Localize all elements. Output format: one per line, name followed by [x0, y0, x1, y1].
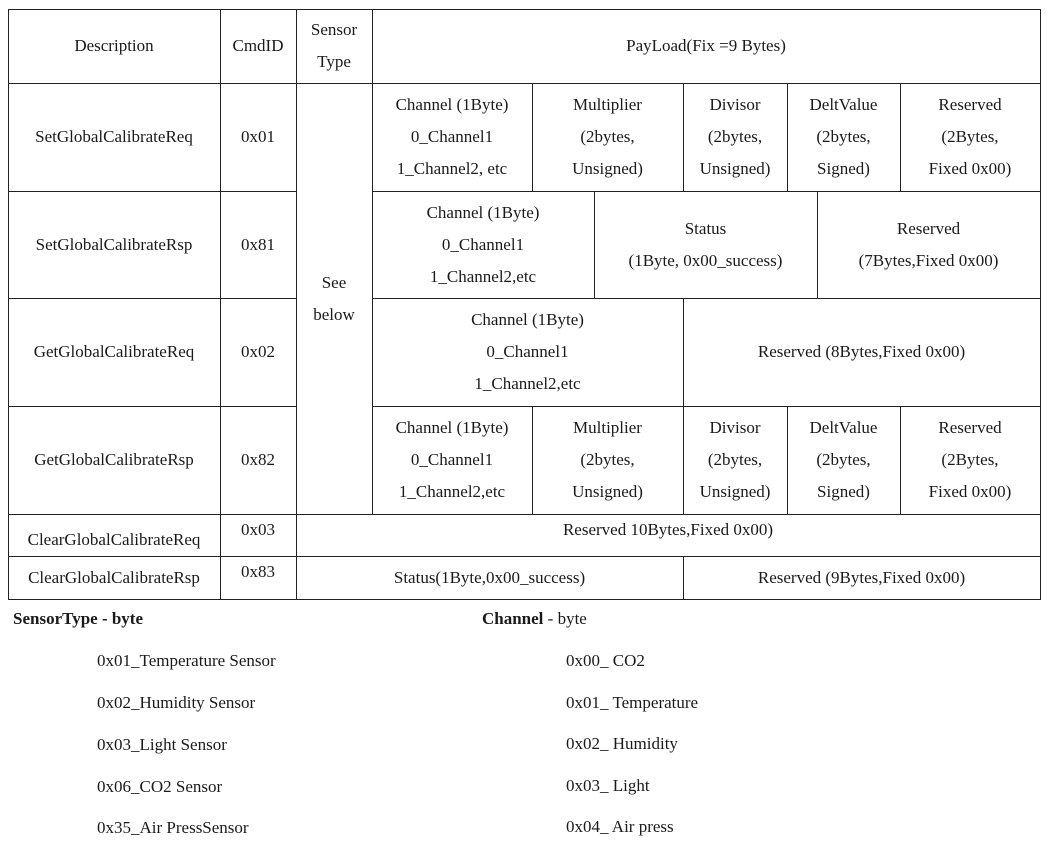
list-item: 0x02_ Humidity	[566, 734, 678, 753]
payload-line: (1Byte, 0x00_success)	[628, 250, 783, 270]
table-border	[8, 599, 1041, 600]
list-item: 0x35_Air PressSensor	[97, 818, 249, 837]
table-row-cmdid	[220, 514, 296, 556]
payload-line: Channel (1Byte)	[426, 202, 540, 222]
see-below-line1: See	[321, 272, 347, 292]
row-cmd-label: 0x81	[241, 234, 275, 254]
payload-line: Channel (1Byte)	[395, 418, 509, 437]
payload-cell-reserved	[683, 298, 1040, 406]
table-row-cmdid	[220, 191, 296, 298]
payload-line: 1_Channel2, etc	[396, 159, 508, 178]
payload-line: 1_Channel2,etc	[429, 266, 537, 286]
payload-line: 1_Channel2,etc	[474, 374, 581, 393]
sensor-type-title: SensorType - byte	[13, 609, 144, 628]
payload-cell-multiplier	[532, 83, 683, 191]
payload-cell-channel	[372, 298, 683, 406]
payload-line: Reserved	[896, 218, 961, 238]
payload-line: Reserved	[938, 95, 1002, 114]
payload-cell-reserved	[900, 83, 1040, 191]
payload-line: (2bytes,	[816, 450, 871, 469]
row-desc-label: ClearGlobalCalibrateReq	[27, 530, 201, 549]
payload-line: Unsigned)	[699, 159, 771, 178]
channel-title-bold: Channel	[482, 609, 544, 628]
header-cmdid	[220, 9, 296, 83]
payload-line: 0_Channel1	[486, 342, 569, 361]
payload-cell-reserved	[900, 406, 1040, 514]
header-description	[8, 9, 220, 83]
list-item: 0x00_ CO2	[566, 651, 645, 670]
payload-line: DeltValue	[809, 418, 878, 437]
payload-line: (2Bytes,	[941, 450, 999, 469]
header-sensor-type-line2: Type	[317, 52, 351, 71]
payload-line: Unsigned)	[572, 159, 643, 178]
payload-cell-deltvalue	[787, 83, 900, 191]
payload-cell-reserved	[296, 514, 1040, 556]
header-sensor-type-line1: Sensor	[310, 20, 358, 39]
payload-line: Signed)	[817, 482, 870, 501]
payload-line: Multiplier	[573, 418, 642, 437]
payload-cell-reserved	[817, 191, 1040, 298]
payload-cell-status	[594, 191, 817, 298]
payload-cell-channel	[372, 191, 594, 298]
row-desc-label: SetGlobalCalibrateRsp	[35, 234, 193, 254]
list-item: 0x03_Light Sensor	[97, 735, 227, 754]
payload-line: 0_Channel1	[441, 234, 525, 254]
list-item: 0x04_ Air press	[566, 817, 674, 836]
payload-cell-channel	[372, 406, 532, 514]
payload-line: (2bytes,	[580, 450, 635, 469]
payload-line: Fixed 0x00)	[928, 482, 1012, 501]
channel-title-rest: - byte	[543, 609, 587, 628]
payload-cell-status	[296, 556, 683, 599]
list-item: 0x02_Humidity Sensor	[97, 693, 256, 712]
payload-line: (7Bytes,Fixed 0x00)	[858, 250, 999, 270]
payload-cell-multiplier	[532, 406, 683, 514]
table-row-description	[8, 298, 220, 406]
payload-line: (2bytes,	[816, 127, 871, 146]
payload-cell-deltvalue	[787, 406, 900, 514]
payload-line: Reserved	[938, 418, 1002, 437]
payload-cell-divisor	[683, 406, 787, 514]
table-row-description	[8, 83, 220, 191]
payload-line: (2bytes,	[707, 127, 763, 146]
channel-title	[482, 609, 587, 629]
payload-cell-reserved	[683, 556, 1040, 599]
list-item: 0x01_ Temperature	[566, 693, 699, 712]
header-payload	[372, 9, 1040, 83]
row-cmd-label: 0x03	[241, 520, 275, 539]
header-payload-label: PayLoad(Fix =9 Bytes)	[626, 36, 786, 55]
payload-line: (2Bytes,	[941, 127, 999, 146]
see-below-line2: below	[313, 304, 355, 324]
table-row-description	[8, 406, 220, 514]
table-row-description	[8, 191, 220, 298]
header-cmdid-label: CmdID	[232, 36, 284, 55]
table-row-description	[8, 514, 220, 556]
payload-line: Channel (1Byte)	[471, 310, 584, 329]
row-cmd-label: 0x02	[241, 342, 275, 361]
header-description-label: Description	[74, 36, 154, 55]
table-row-cmdid	[220, 83, 296, 191]
payload-line: Multiplier	[573, 95, 642, 114]
list-item: 0x06_CO2 Sensor	[97, 777, 223, 796]
payload-line: 0_Channel1	[410, 450, 494, 469]
row-desc-label: GetGlobalCalibrateReq	[33, 342, 195, 361]
payload-line: Divisor	[709, 418, 761, 437]
payload-line: Unsigned)	[699, 482, 771, 501]
payload-line: 0_Channel1	[410, 127, 494, 146]
row-desc-label: GetGlobalCalibrateRsp	[34, 450, 194, 469]
payload-line: 1_Channel2,etc	[398, 482, 506, 501]
payload-line: Reserved 10Bytes,Fixed 0x00)	[562, 520, 774, 539]
row-cmd-label: 0x82	[241, 450, 275, 469]
payload-line: (2bytes,	[707, 450, 763, 469]
sensor-type-merged-cell	[296, 83, 372, 514]
table-row-description	[8, 556, 220, 599]
header-sensor-type	[296, 9, 372, 83]
payload-line: (2bytes,	[580, 127, 635, 146]
row-cmd-label: 0x83	[241, 562, 275, 581]
row-desc-label: SetGlobalCalibrateReq	[35, 127, 193, 146]
list-item: 0x03_ Light	[566, 776, 650, 795]
payload-line: Status(1Byte,0x00_success)	[393, 567, 586, 587]
table-row-cmdid	[220, 556, 296, 599]
row-cmd-label: 0x01	[241, 127, 275, 146]
payload-line: Unsigned)	[572, 482, 643, 501]
table-row-cmdid	[220, 406, 296, 514]
payload-line: DeltValue	[809, 95, 878, 114]
payload-line: Fixed 0x00)	[928, 159, 1012, 178]
payload-line: Divisor	[709, 95, 761, 114]
payload-cell-divisor	[683, 83, 787, 191]
row-desc-label: ClearGlobalCalibrateRsp	[28, 567, 200, 587]
payload-line: Status	[684, 218, 727, 238]
payload-line: Channel (1Byte)	[395, 95, 509, 114]
table-border	[1040, 9, 1041, 600]
payload-line: Signed)	[817, 159, 870, 178]
payload-line: Reserved (9Bytes,Fixed 0x00)	[757, 567, 966, 587]
payload-line: Reserved (8Bytes,Fixed 0x00)	[757, 342, 966, 361]
payload-cell-channel	[372, 83, 532, 191]
list-item: 0x01_Temperature Sensor	[97, 651, 276, 670]
table-row-cmdid	[220, 298, 296, 406]
